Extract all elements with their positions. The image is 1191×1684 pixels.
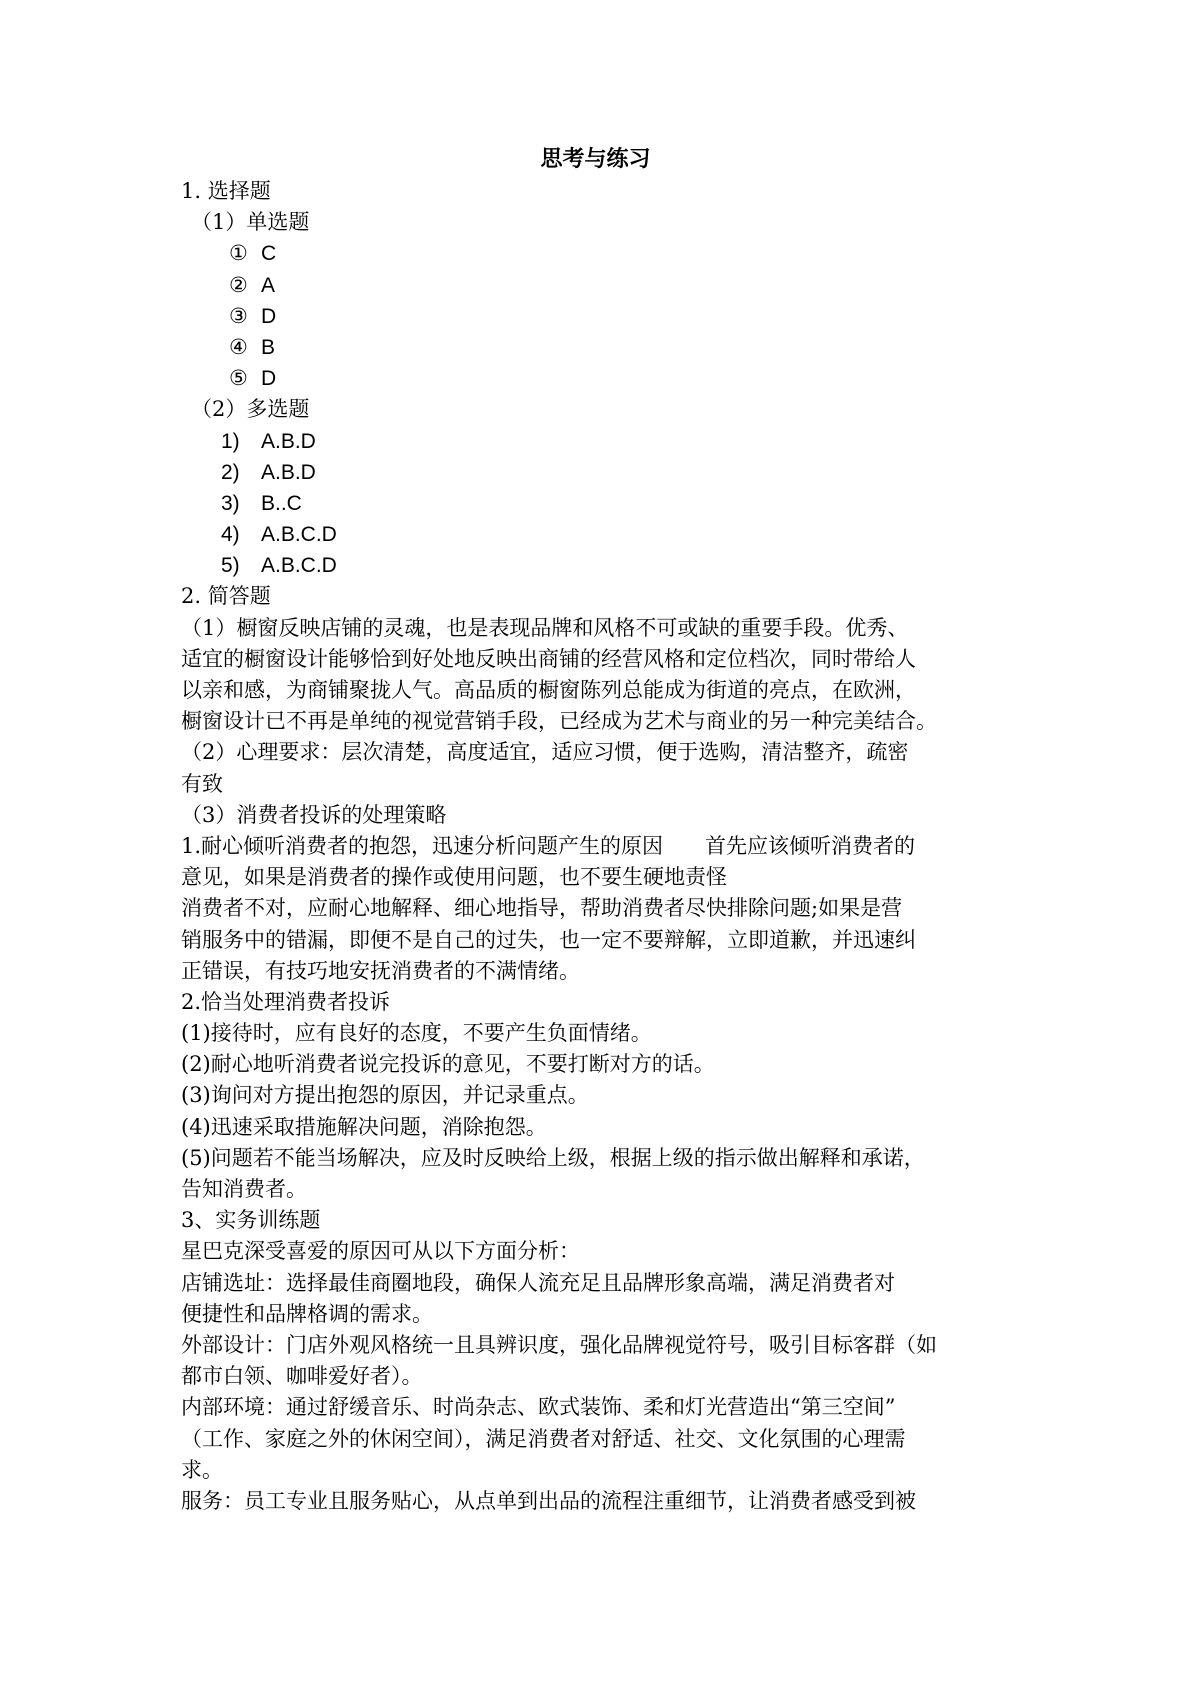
paragraph-line: 消费者不对，应耐心地解释、细心地指导，帮助消费者尽快排除问题;如果是营 <box>181 896 903 921</box>
paragraph-line: (1)接待时，应有良好的态度，不要产生负面情绪。 <box>181 1021 652 1046</box>
single-choice-heading: （1）单选题 <box>191 210 310 235</box>
multi-choice-item <box>181 488 1026 519</box>
paragraph-line: 1.耐心倾听消费者的抱怨，迅速分析问题产生的原因 首先应该倾听消费者的 <box>181 833 916 858</box>
item-answer: D <box>261 367 277 391</box>
item-answer: A.B.C.D <box>261 554 337 578</box>
item-number: ② <box>229 272 248 297</box>
paragraph-line: (5)问题若不能当场解决，应及时反映给上级，根据上级的指示做出解释和承诺， <box>181 1145 925 1170</box>
section-3-heading: 3、实务训练题 <box>181 1208 321 1233</box>
single-choice-item <box>181 270 1026 301</box>
item-number: ④ <box>229 334 248 359</box>
item-answer: B <box>261 335 276 359</box>
single-choice-item <box>181 301 1026 332</box>
multi-choice-item <box>181 550 1026 581</box>
document-body <box>181 176 1026 1517</box>
paragraph-line: 销服务中的错漏，即便不是自己的过失，也一定不要辩解，立即道歉，并迅速纠 <box>181 927 916 952</box>
item-number: 1) <box>221 429 240 453</box>
paragraph-line: 内部环境：通过舒缓音乐、时尚杂志、欧式装饰、柔和灯光营造出“第三空间” <box>181 1395 896 1420</box>
paragraph-line: （3）消费者投诉的处理策略 <box>181 802 447 827</box>
paragraph-line: 便捷性和品牌格调的需求。 <box>181 1301 433 1326</box>
item-number: 2) <box>221 460 240 484</box>
multi-choice-item <box>181 519 1026 550</box>
paragraph-line: 正错误，有技巧地安抚消费者的不满情绪。 <box>181 958 580 983</box>
paragraph-line: 服务：员工专业且服务贴心，从点单到出品的流程注重细节，让消费者感受到被 <box>181 1488 916 1513</box>
paragraph-line: （工作、家庭之外的休闲空间），满足消费者对舒适、社交、文化氛围的心理需 <box>181 1426 906 1451</box>
item-answer: A <box>261 273 276 297</box>
item-number: 5) <box>221 554 240 578</box>
item-number: 4) <box>221 523 240 547</box>
page-title: 思考与练习 <box>540 146 651 172</box>
item-answer: A.B.D <box>261 429 316 453</box>
item-answer: C <box>261 242 277 266</box>
item-number: ⑤ <box>229 366 248 391</box>
single-choice-item <box>181 238 1026 269</box>
section-1-heading: 1. 选择题 <box>181 179 271 203</box>
item-answer: D <box>261 304 277 328</box>
paragraph-line: 外部设计：门店外观风格统一且具辨识度，强化品牌视觉符号，吸引目标客群（如 <box>181 1332 937 1357</box>
paragraph-line: （1）橱窗反映店铺的灵魂，也是表现品牌和风格不可或缺的重要手段。优秀、 <box>181 615 909 640</box>
paragraph-line: 求。 <box>181 1457 223 1482</box>
item-answer: A.B.C.D <box>261 523 337 547</box>
paragraph-line: 2.恰当处理消费者投诉 <box>181 989 391 1014</box>
paragraph-line: （2）心理要求：层次清楚，高度适宜，适应习惯，便于选购，清洁整齐，疏密 <box>181 740 909 765</box>
item-answer: B..C <box>261 491 302 515</box>
paragraph-line: 店铺选址：选择最佳商圈地段，确保人流充足且品牌形象高端，满足消费者对 <box>181 1270 895 1295</box>
paragraph-line: (2)耐心地听消费者说完投诉的意见，不要打断对方的话。 <box>181 1052 715 1077</box>
paragraph-line: 意见，如果是消费者的操作或使用问题，也不要生硬地责怪 <box>181 865 727 890</box>
single-choice-item <box>181 332 1026 363</box>
paragraph-line: 橱窗设计已不再是单纯的视觉营销手段，已经成为艺术与商业的另一种完美结合。 <box>181 709 937 734</box>
paragraph-line: (3)询问对方提出抱怨的原因，并记录重点。 <box>181 1083 589 1108</box>
multi-choice-heading: （2）多选题 <box>191 397 310 422</box>
paragraph-line: 以亲和感，为商铺聚拢人气。高品质的橱窗陈列总能成为街道的亮点，在欧洲， <box>181 678 916 702</box>
paragraph-line: 都市白领、咖啡爱好者）。 <box>181 1364 423 1389</box>
item-answer: A.B.D <box>261 460 316 484</box>
paragraph-line: 星巴克深受喜爱的原因可从以下方面分析： <box>181 1239 580 1264</box>
paragraph-line: 告知消费者。 <box>181 1177 307 1201</box>
single-choice-item <box>181 363 1026 394</box>
section-2-heading: 2. 简答题 <box>181 584 271 609</box>
item-number: ① <box>229 241 248 266</box>
item-number: ③ <box>229 303 248 328</box>
paragraph-line: (4)迅速采取措施解决问题，消除抱怨。 <box>181 1114 547 1139</box>
item-number: 3) <box>221 491 240 515</box>
paragraph-line: 有致 <box>181 771 223 796</box>
multi-choice-item <box>181 426 1026 457</box>
paragraph-line: 适宜的橱窗设计能够恰到好处地反映出商铺的经营风格和定位档次，同时带给人 <box>181 646 916 671</box>
multi-choice-item <box>181 457 1026 488</box>
